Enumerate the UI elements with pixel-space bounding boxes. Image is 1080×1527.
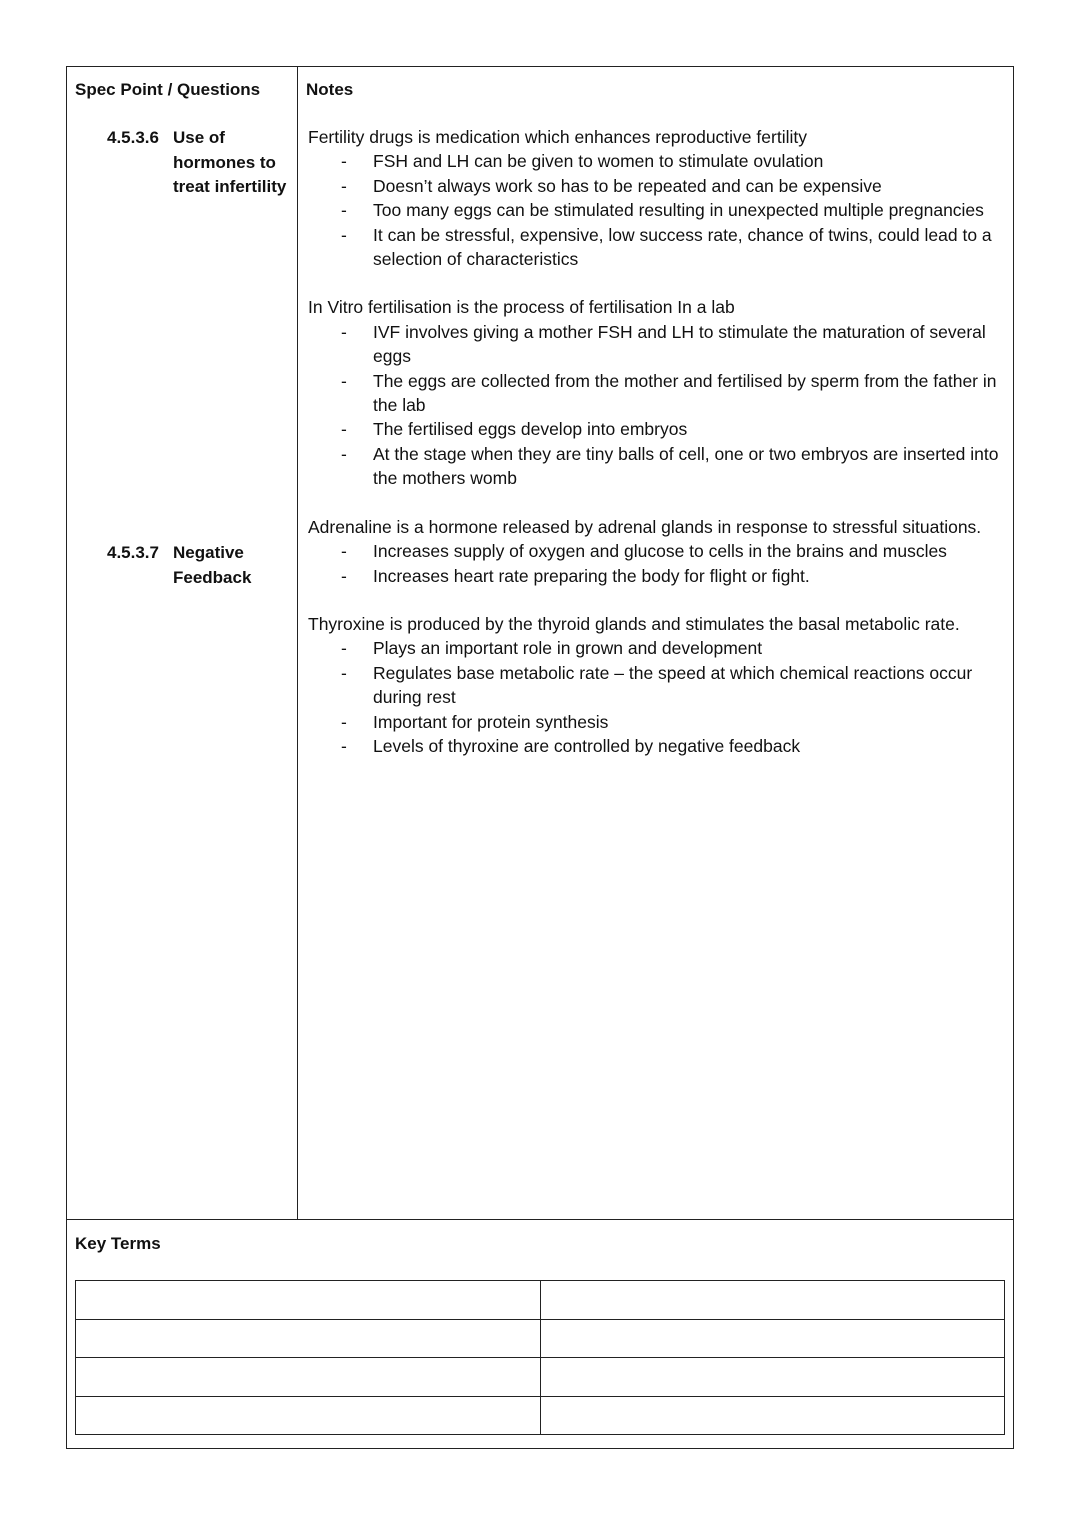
table-row <box>76 1358 1005 1397</box>
note-bullet: - Doesn’t always work so has to be repeated and can be expensive <box>308 174 1008 198</box>
table-cell[interactable] <box>540 1358 1005 1397</box>
note-bullet: - Regulates base metabolic rate – the speed at which chemical reactions occur during rest <box>308 661 1008 710</box>
notes-sheet <box>66 66 1014 1449</box>
note-bullets <box>308 636 1008 758</box>
notes-section <box>67 67 1013 1220</box>
note-bullet: - IVF involves giving a mother FSH and LH to stimulate the maturation of several eggs <box>308 320 1008 369</box>
note-bullet: - Plays an important role in grown and development <box>308 636 1008 660</box>
table-row <box>76 1396 1005 1435</box>
note-bullet: - Increases heart rate preparing the body for flight or fight. <box>308 564 1008 588</box>
note-block <box>308 515 1008 588</box>
spec-point-number: 4.5.3.6 <box>107 128 159 147</box>
key-terms-header: Key Terms <box>75 1234 161 1253</box>
note-bullet: - FSH and LH can be given to women to stimulate ovulation <box>308 149 1008 173</box>
note-bullet: - It can be stressful, expensive, low success rate, chance of twins, could lead to a selection of characteristics <box>308 223 1008 272</box>
table-row <box>76 1281 1005 1320</box>
notes-column <box>298 67 1013 1219</box>
note-lead: Fertility drugs is medication which enhances reproductive fertility <box>308 127 807 147</box>
note-bullet: - Increases supply of oxygen and glucose to cells in the brains and muscles <box>308 539 1008 563</box>
table-cell[interactable] <box>76 1358 541 1397</box>
table-cell[interactable] <box>76 1396 541 1435</box>
table-cell[interactable] <box>540 1396 1005 1435</box>
note-bullet: - At the stage when they are tiny balls of cell, one or two embryos are inserted into the mothers womb <box>308 442 1008 491</box>
spec-point-number: 4.5.3.7 <box>107 543 159 562</box>
note-bullet: - The eggs are collected from the mother and fertilised by sperm from the father in the lab <box>308 369 1008 418</box>
spec-point-header: Spec Point / Questions <box>75 80 261 99</box>
key-terms-table <box>75 1280 1005 1435</box>
notes-header: Notes <box>306 80 354 99</box>
spec-point-column <box>67 67 298 1219</box>
spec-point-item <box>107 126 291 200</box>
note-lead: Thyroxine is produced by the thyroid glands and stimulates the basal metabolic rate. <box>308 613 960 634</box>
note-bullet: - The fertilised eggs develop into embryos <box>308 417 1008 441</box>
spec-point-title: Negative Feedback <box>173 543 252 587</box>
notes-body <box>308 125 1008 782</box>
spec-point-title: Use of hormones to treat infertility <box>173 128 287 196</box>
table-cell[interactable] <box>540 1319 1005 1358</box>
note-bullets <box>308 320 1008 491</box>
table-cell[interactable] <box>76 1319 541 1358</box>
note-bullet: - Levels of thyroxine are controlled by negative feedback <box>308 734 1008 758</box>
note-lead: In Vitro fertilisation is the process of fertilisation In a lab <box>308 297 735 318</box>
note-bullet: - Important for protein synthesis <box>308 710 1008 734</box>
note-block <box>308 295 1008 490</box>
table-row <box>76 1319 1005 1358</box>
table-cell[interactable] <box>76 1281 541 1320</box>
table-cell[interactable] <box>540 1281 1005 1320</box>
note-lead: Adrenaline is a hormone released by adrenal glands in response to stressful situations. <box>308 516 982 537</box>
note-block <box>308 125 1008 271</box>
note-bullets <box>308 539 1008 588</box>
note-bullet: - Too many eggs can be stimulated resulting in unexpected multiple pregnancies <box>308 198 1008 222</box>
note-bullets <box>308 149 1008 271</box>
spec-point-item <box>107 541 291 590</box>
note-block <box>308 612 1008 758</box>
